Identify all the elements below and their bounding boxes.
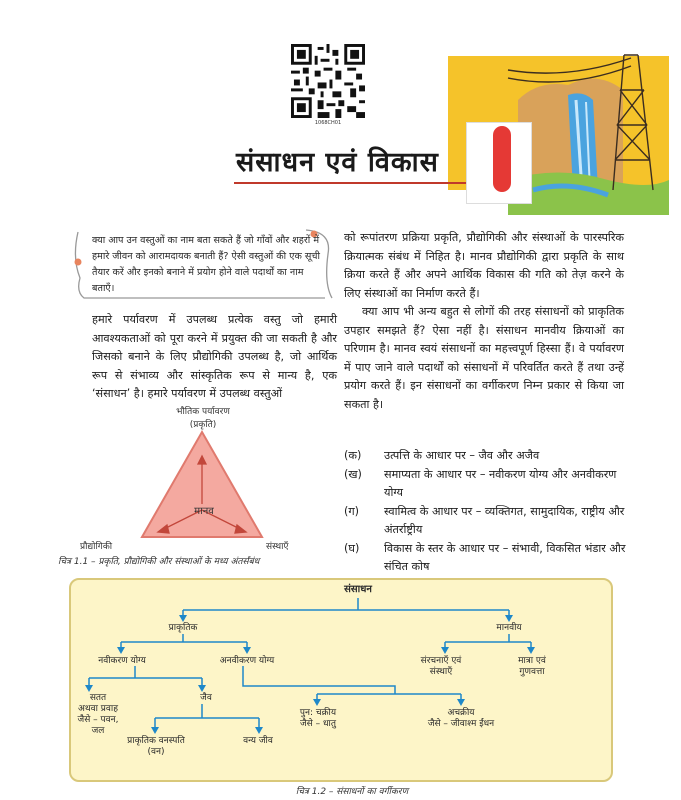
tree-node-wildlife: वन्य जीव (243, 736, 273, 746)
list-marker: (घ) (344, 541, 360, 555)
triangle-right-label: संस्थाएँ (266, 542, 289, 552)
list-marker: (ख) (344, 467, 362, 481)
list-marker: (क) (344, 449, 362, 462)
intro-paragraph: हमारे पर्यावरण में उपलब्ध प्रत्येक वस्तु जो हमारी आवश्यकताओं को पूरा करने में प्रयुक्त की जा सकती है और जिसको बनाने के लिए प्रौद्योगिकी उपलब्ध है, जो आर्थिक रूप से संभाव्य और सांस्कृतिक रूप से मान्य है, एक ‘संसाधन’ है। हमारे पर्यावरण में उपलब्ध वस्तुओं (92, 313, 337, 400)
tree-node-structures-institutions: संरचनाएँ एवं संस्थाएँ (420, 656, 462, 677)
tree-node-resources: संसाधन (344, 584, 372, 595)
triangle-center-label: मानव (194, 506, 214, 517)
list-marker: (ग) (344, 504, 360, 518)
triangle-top-label: भौतिक पर्यावरण (176, 407, 230, 417)
paragraph-resources: क्या आप भी अन्य बहुत से लोगों की तरह संसाधनों को प्राकृतिक उपहार समझते हैं? ऐसा नहीं है। संसाधन मानवीय क्रियाओं का परिणाम है। मानव स्वयं संसाधनों का महत्त्वपूर्ण हिस्सा हैं। वे पर्यावरण में पाए जाने वाले पदार्थों को संसाधनों में परिवर्तित करते हैं तथा उन्हें प्रयोग करते हैं। इन संसाधनों का वर्गीकरण निम्न प्रकार से किया जा सकता है। (344, 305, 624, 411)
right-column-text (344, 229, 624, 414)
tree-node-natural: प्राकृतिक (168, 623, 198, 633)
list-item (344, 466, 629, 503)
tree-node-continuous: सतत अथवा प्रवाह जैसे – पवन, जल (77, 693, 119, 736)
tree-node-human: मानवीय (496, 623, 522, 633)
list-item (344, 447, 629, 466)
tree-node-renewable: नवीकरण योग्य (98, 656, 146, 666)
triangle-left-label: प्रौद्योगिकी (80, 542, 113, 552)
tree-node-biotic: जैव (200, 693, 212, 703)
figure-1-caption: चित्र 1.1 – प्रकृति, प्रौद्योगिकी और संस्थाओं के मध्य अंतर्संबंध (58, 557, 260, 567)
chapter-title: संसाधन एवं विकास (236, 147, 439, 178)
qr-code-id: 1068CH01 (314, 120, 342, 126)
qr-code-image[interactable] (291, 44, 365, 118)
title-underline (234, 182, 466, 184)
tree-node-quantity-quality: मात्रा एवं गुणवत्ता (518, 656, 546, 677)
think-box-text: क्या आप उन वस्तुओं का नाम बता सकते हैं जो गाँवों और शहरों में हमारे जीवन को आरामदायक बनाती हैं? ऐसी वस्तुओं की एक सूची तैयार करें और इनको बनाने में प्रयोग होने वाले पदार्थों का नाम बताएँ। (92, 235, 320, 294)
triangle-top-sublabel: (प्रकृति) (189, 420, 217, 430)
figure-2-caption: चित्र 1.2 – संसाधनों का वर्गीकरण (295, 787, 409, 797)
tree-node-non-recyclable: अचक्रीय जैसे – जीवाश्म ईंधन (427, 708, 495, 729)
list-item-text: स्वामित्व के आधार पर – व्यक्तिगत, सामुदायिक, राष्ट्रीय और अंतर्राष्ट्रीय (384, 504, 625, 536)
tree-node-recyclable: पुन: चक्रीय जैसे – धातु (299, 708, 337, 729)
classification-list (344, 447, 629, 577)
list-item-text: समाप्यता के आधार पर – नवीकरण योग्य और अनवीकरण योग्य (384, 467, 617, 499)
chapter-number-glyph (493, 126, 511, 192)
paragraph-transformation: को रूपांतरण प्रक्रिया प्रकृति, प्रौद्योगिकी और संस्थाओं के पारस्परिक क्रियात्मक संबंध में निहित है। मानव प्रौद्योगिकी द्वारा प्रकृति के साथ क्रिया करते हैं और अपने आर्थिक विकास की गति को तेज़ करने के लिए संस्थाओं का निर्माण करते हैं। (344, 231, 624, 300)
list-item-text: विकास के स्तर के आधार पर – संभावी, विकसित भंडार और संचित कोष (384, 541, 626, 573)
list-item (344, 503, 629, 540)
tree-node-non-renewable: अनवीकरण योग्य (219, 656, 275, 666)
tree-node-natural-vegetation: प्राकृतिक वनस्पति (वन) (127, 736, 185, 757)
list-item-text: उत्पत्ति के आधार पर – जैव और अजैव (384, 449, 540, 462)
list-item (344, 540, 629, 577)
